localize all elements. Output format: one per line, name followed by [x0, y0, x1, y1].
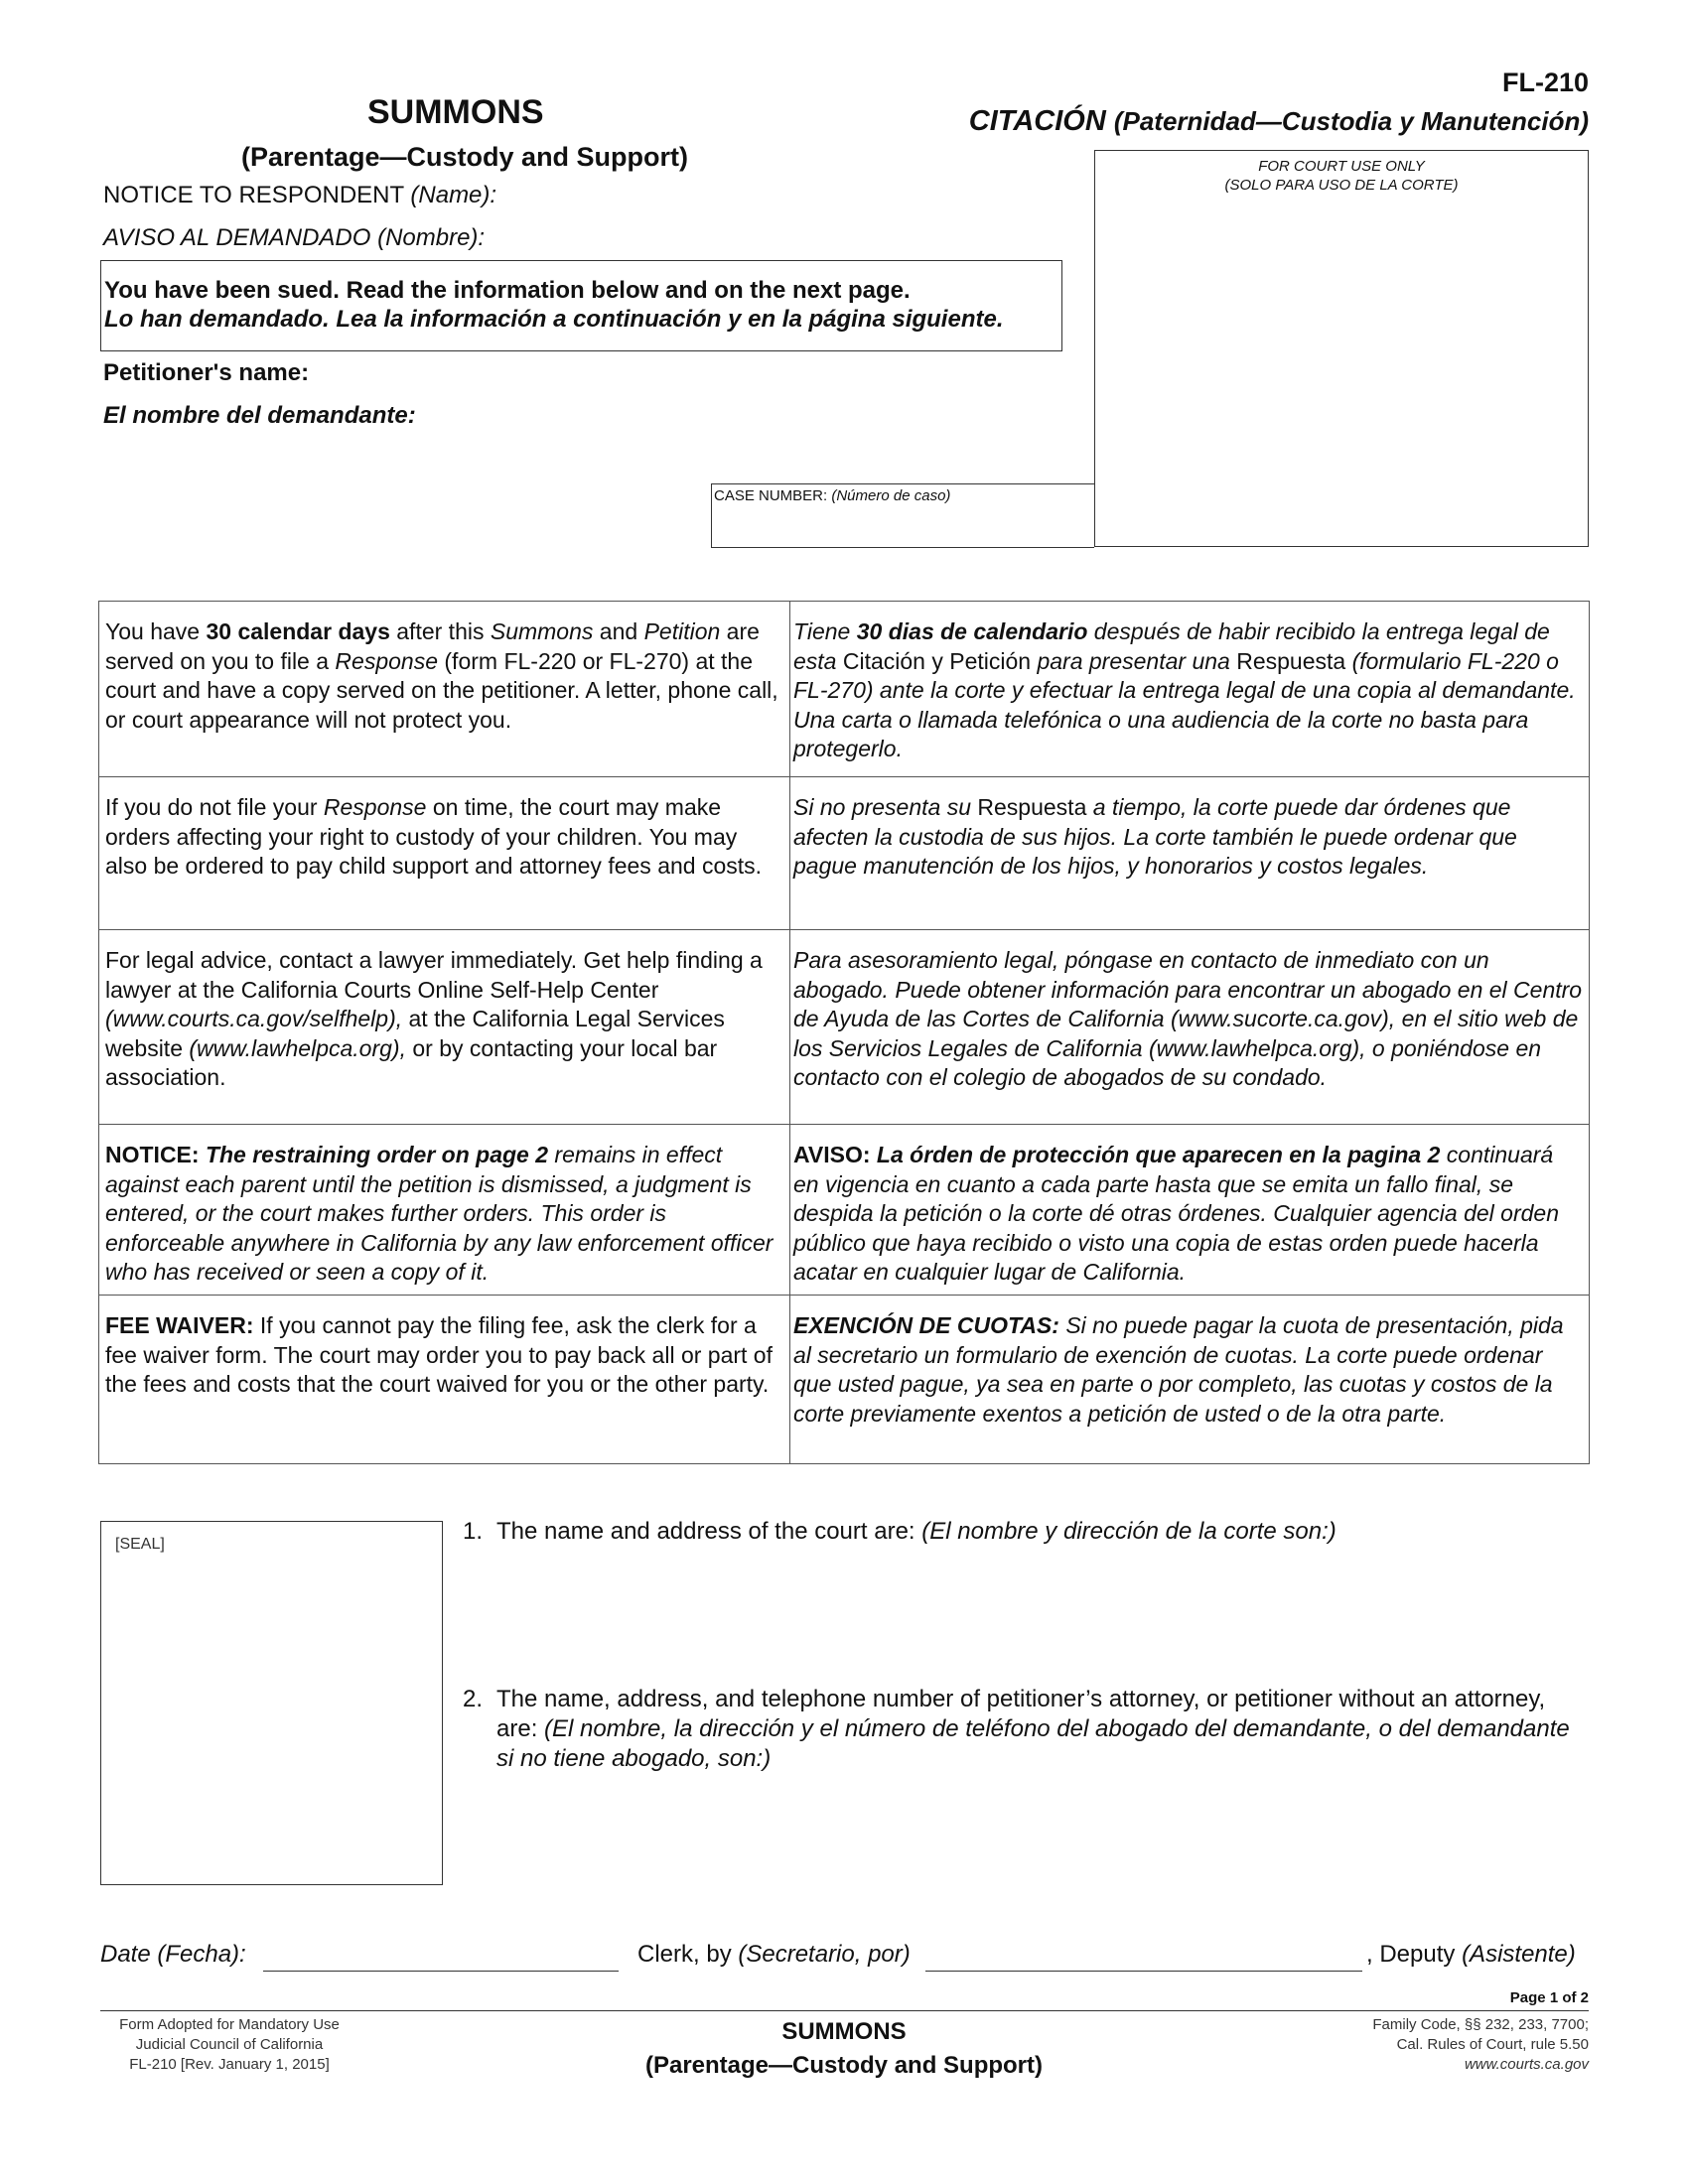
footer-title-sub: (Parentage—Custody and Support): [644, 2052, 1044, 2079]
page-subtitle: (Parentage—Custody and Support): [241, 142, 689, 172]
seal-label: [SEAL]: [115, 1536, 165, 1553]
footer-right: [1372, 2015, 1589, 2075]
court-name-address-item: [463, 1517, 1589, 1656]
court-name-address-field[interactable]: [496, 1547, 1589, 1656]
notice-restraining-order-en: NOTICE: The restraining order on page 2 remains in effect against each parent until the petition is dismissed, a judgment is entered, or the court makes further orders. This order is enforceable anywhere in California by any law enforcement officer who has received or seen a copy of it.: [99, 1125, 790, 1296]
footer-left-line: Form Adopted for Mandatory Use: [119, 2016, 340, 2033]
notice-response-es: Tiene 30 dias de calendario después de habir recibido la entrega legal de esta Citación y Petición para presentar una Respuesta (formulario FL-220 o FL-270) ante la corte y efectuar la entrega legal de una copia al demandante. Una carta o llamada telefónica o una audiencia de la corte no basta para protegerlo.: [790, 602, 1590, 777]
deputy-label: [1366, 1941, 1576, 1969]
clerk-label-es: (Secretario, por): [738, 1941, 911, 1968]
notice-table: [98, 601, 1590, 1464]
attorney-info-item: [463, 1685, 1589, 1873]
footer-title-main: SUMMONS: [781, 2018, 907, 2045]
item-number: 2.: [463, 1686, 484, 1712]
item-2-label: The name, address, and telephone number of petitioner’s attorney, or petitioner without an attorney, are:: [496, 1686, 1546, 1742]
respondent-label-es: AVISO AL DEMANDADO (Nombre):: [103, 224, 486, 251]
date-field[interactable]: [263, 1942, 619, 1972]
title-es-sub: (Paternidad—Custodia y Manutención): [1113, 106, 1589, 136]
table-row: [99, 602, 1590, 777]
sued-notice-es: Lo han demandado. Lea la información a continuación y en la página siguiente.: [104, 306, 1004, 333]
page-number: Page 1 of 2: [1509, 1989, 1589, 2006]
date-label: Date (Fecha):: [100, 1941, 246, 1968]
sued-notice-box: [100, 260, 1062, 351]
sued-notice-en: You have been sued. Read the information below and on the next page.: [104, 277, 911, 304]
notice-legal-advice-es: Para asesoramiento legal, póngase en contacto de inmediato con un abogado. Puede obtener información para encontrar un abogado en el Centro de Ayuda de las Cortes de California (www.sucorte.ca.gov), en el sitio web de los Servicios Legales de California (www.lawhelpca.org), o poniéndose en contacto con el colegio de abogados de su condado.: [790, 930, 1590, 1125]
clerk-label-en: Clerk, by: [637, 1941, 732, 1968]
item-1-label-es: (El nombre y dirección de la corte son:): [921, 1518, 1336, 1545]
notice-response-en: You have 30 calendar days after this Summons and Petition are served on you to file a Response (form FL-220 or FL-270) at the court and have a copy served on the petitioner. A letter, phone call, or court appearance will not protect you.: [99, 602, 790, 777]
petitioner-label: Petitioner's name:: [103, 359, 310, 386]
page-title-spanish: [969, 105, 1589, 138]
notice-restraining-order-es: AVISO: La órden de protección que aparecen en la pagina 2 continuará en vigencia en cuanto a cada parte hasta que se emita un fallo final, se despida la petición o la corte dé otras órdenes. Cualquier agencia del orden público que haya recibido o visto una copia de estas orden puede hacerla acatar en cualquier lugar de California.: [790, 1125, 1590, 1296]
case-number-label-es: (Número de caso): [831, 487, 951, 504]
case-number-label: CASE NUMBER:: [714, 487, 828, 504]
respondent-label-en: NOTICE TO RESPONDENT: [103, 182, 404, 208]
table-row: [99, 1296, 1590, 1464]
petitioner-label-es: El nombre del demandante:: [103, 402, 416, 429]
notice-custody-en: If you do not file your Response on time, the court may make orders affecting your right to custody of your children. You may also be ordered to pay child support and attorney fees and costs.: [99, 777, 790, 930]
form-number: FL-210: [1501, 68, 1589, 97]
footer-right-line: Family Code, §§ 232, 233, 7700;: [1372, 2016, 1589, 2033]
notice-legal-advice-en: For legal advice, contact a lawyer immediately. Get help finding a lawyer at the California Courts Online Self-Help Center (www.courts.ca.gov/selfhelp), at the California Legal Services website (www.lawhelpca.org), or by contacting your local bar association.: [99, 930, 790, 1125]
table-row: [99, 777, 1590, 930]
deputy-label-es: (Asistente): [1462, 1941, 1576, 1968]
title-es-main: CITACIÓN: [968, 105, 1106, 137]
seal-box: [100, 1521, 443, 1885]
item-2-label-es: (El nombre, la dirección y el número de teléfono del abogado del demandante, o del demandante si no tiene abogado, son:): [496, 1715, 1570, 1772]
clerk-label: [637, 1941, 911, 1969]
notice-fee-waiver-es: EXENCIÓN DE CUOTAS: Si no puede pagar la cuota de presentación, pida al secretario un formulario de exención de cuotas. La corte puede ordenar que usted pague, ya sea en parte o por completo, las cuotas y costos de la corte previamente exentos a petición de usted o de la otra parte.: [790, 1296, 1590, 1464]
attorney-info-field[interactable]: [496, 1774, 1589, 1873]
case-number-field[interactable]: [714, 504, 1092, 510]
item-1-label: The name and address of the court are:: [496, 1518, 922, 1545]
court-use-box: [1094, 150, 1589, 547]
respondent-label-name: (Name):: [410, 182, 497, 208]
petitioner-name-field[interactable]: [437, 359, 1072, 429]
notice-custody-es: Si no presenta su Respuesta a tiempo, la corte puede dar órdenes que afecten la custodia de sus hijos. La corte también le puede ordenar que pague manutención de los hijos, y honorarios y costos legales.: [790, 777, 1590, 930]
page-title: SUMMONS: [367, 93, 544, 131]
footer-website-link[interactable]: www.courts.ca.gov: [1464, 2056, 1589, 2073]
clerk-field[interactable]: [925, 1942, 1362, 1972]
footer-right-line: Cal. Rules of Court, rule 5.50: [1396, 2036, 1589, 2053]
case-number-box[interactable]: [711, 483, 1094, 548]
footer-divider: [100, 2010, 1589, 2011]
notice-fee-waiver-en: FEE WAIVER: If you cannot pay the filing fee, ask the clerk for a fee waiver form. The court may order you to pay back all or part of the fees and costs that the court waived for you or the other party.: [99, 1296, 790, 1464]
item-number: 1.: [463, 1518, 484, 1545]
table-row: [99, 1125, 1590, 1296]
table-row: [99, 930, 1590, 1125]
footer-left-line: Judicial Council of California: [135, 2036, 324, 2053]
footer-left-line: FL-210 [Rev. January 1, 2015]: [129, 2056, 330, 2073]
court-use-label-es: (SOLO PARA USO DE LA CORTE): [1224, 177, 1459, 194]
court-use-label: FOR COURT USE ONLY: [1258, 158, 1425, 175]
respondent-name-field[interactable]: [556, 182, 1072, 251]
respondent-label: [103, 182, 496, 209]
deputy-label-en: , Deputy: [1366, 1941, 1456, 1968]
